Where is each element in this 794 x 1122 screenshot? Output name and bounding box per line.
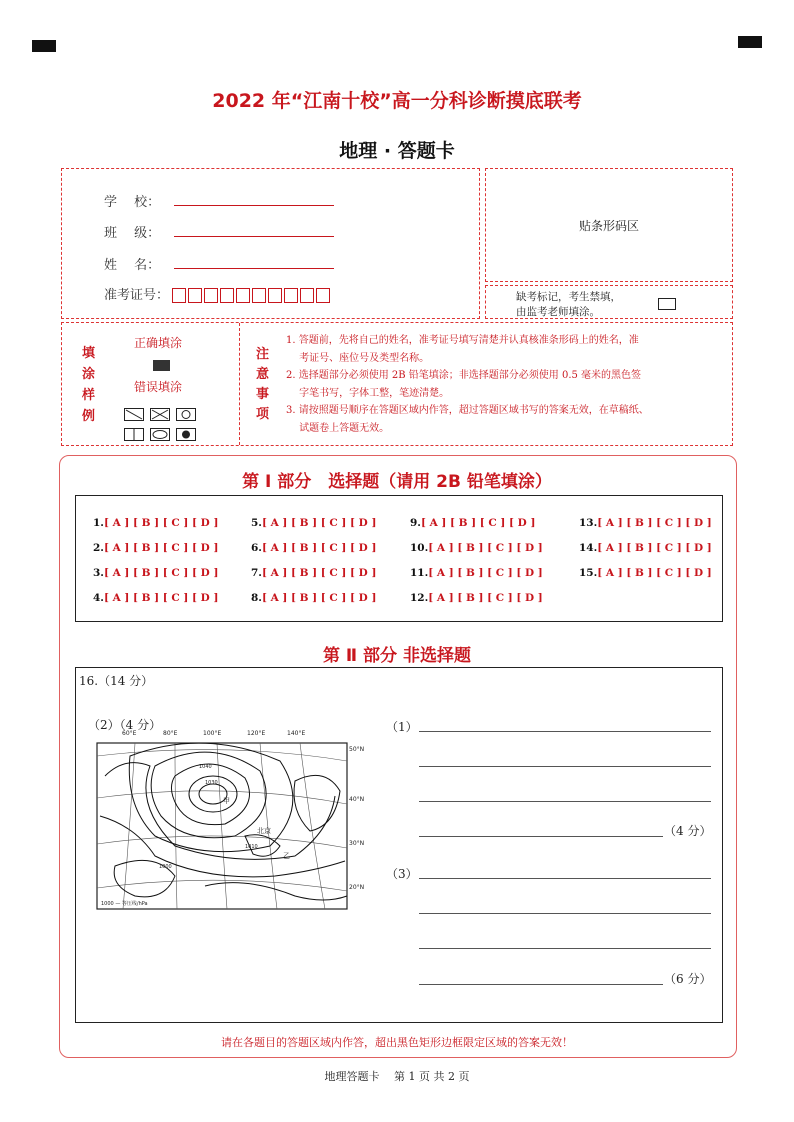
question-number: 11.	[410, 567, 429, 579]
answer-options[interactable]: [ A ] [ B ] [ C ] [ D ]	[261, 517, 377, 529]
sub1-score: （4 分）	[664, 824, 712, 838]
footer-warning: 请在各题目的答题区域内作答，超出黑色矩形边框限定区域的答案无效！	[221, 1036, 573, 1049]
wrong-fill-label: 错误填涂	[134, 380, 183, 394]
part2-title: 第 Ⅱ 部分 非选择题	[323, 646, 471, 666]
choice-question[interactable]	[579, 542, 712, 554]
slash-mark-icon	[124, 408, 144, 421]
answer-options[interactable]: [ A ] [ B ] [ C ] [ D ]	[103, 517, 219, 529]
answer-options[interactable]: [ A ] [ B ] [ C ] [ D ]	[420, 517, 536, 529]
question-number: 7.	[251, 567, 262, 579]
absent-checkbox[interactable]	[658, 298, 676, 310]
choice-question[interactable]	[251, 517, 376, 529]
id-digit-box[interactable]	[188, 288, 202, 303]
id-digit-box[interactable]	[316, 288, 330, 303]
question-number: 2.	[93, 542, 104, 554]
q16-sub3-label: （3）	[386, 867, 418, 881]
answer-options[interactable]: [ A ] [ B ] [ C ] [ D ]	[597, 517, 712, 529]
part1-title: 第 Ⅰ 部分 选择题（请用 2B 铅笔填涂）	[242, 472, 552, 492]
answer-options[interactable]: [ A ] [ B ] [ C ] [ D ]	[597, 567, 712, 579]
isobar-label-1030: 1030	[205, 780, 218, 786]
choice-question[interactable]	[251, 592, 376, 604]
school-input-line[interactable]	[174, 205, 334, 206]
wrong-fill-samples-row2	[124, 424, 202, 443]
place-jia: 甲	[223, 797, 230, 805]
registration-mark-right	[738, 36, 762, 48]
correct-fill-sample	[153, 360, 170, 371]
absent-text-line2: 由监考老师填涂。	[516, 306, 600, 318]
answer-options[interactable]: [ A ] [ B ] [ C ] [ D ]	[261, 542, 377, 554]
wrong-fill-samples-row1	[124, 404, 202, 423]
id-digit-box[interactable]	[172, 288, 186, 303]
school-row	[104, 191, 172, 210]
id-box-group[interactable]	[172, 288, 332, 303]
fill-notice-box	[61, 322, 733, 446]
name-input-line[interactable]	[174, 268, 334, 269]
sub3-answer-line-1[interactable]	[419, 878, 711, 879]
sub3-score: （6 分）	[664, 972, 712, 986]
lat-label-50: 50°N	[349, 746, 365, 753]
oval-mark-icon	[150, 428, 170, 441]
lon-label-120: 120°E	[247, 730, 266, 737]
lon-label-100: 100°E	[203, 730, 222, 737]
map-legend: 1000 — 等压线/hPa	[101, 901, 148, 907]
correct-fill-label: 正确填涂	[134, 336, 183, 350]
sub1-answer-line-1[interactable]	[419, 731, 711, 732]
id-label: 准考证号：	[104, 288, 170, 303]
lon-label-60: 60°E	[122, 730, 137, 737]
question-number: 9.	[410, 517, 421, 529]
answer-options[interactable]: [ A ] [ B ] [ C ] [ D ]	[103, 542, 219, 554]
school-label: 学 校：	[104, 195, 161, 210]
answer-options[interactable]: [ A ] [ B ] [ C ] [ D ]	[103, 592, 219, 604]
choice-question[interactable]	[410, 517, 535, 529]
question-number: 13.	[579, 517, 598, 529]
choice-question[interactable]	[93, 517, 218, 529]
choice-question[interactable]	[410, 542, 543, 554]
exam-title: 2022 年“江南十校”高一分科诊断摸底联考	[212, 90, 582, 112]
class-input-line[interactable]	[174, 236, 334, 237]
student-info-box	[61, 168, 480, 319]
lon-label-140: 140°E	[287, 730, 306, 737]
id-digit-box[interactable]	[268, 288, 282, 303]
barcode-label: 贴条形码区	[578, 219, 639, 233]
isobar-label-1040: 1040	[199, 764, 212, 770]
choice-grid	[75, 495, 723, 622]
absent-text-line1: 缺考标记，考生禁填，	[516, 291, 621, 303]
sub3-answer-line-4[interactable]	[419, 984, 663, 985]
fill-example-heading: 填 涂 样 例	[82, 346, 96, 424]
cross-mark-icon	[150, 408, 170, 421]
dot-mark-icon	[176, 428, 196, 441]
isobar-label-1000: 1000	[159, 864, 172, 870]
choice-question[interactable]	[93, 567, 218, 579]
answer-options[interactable]: [ A ] [ B ] [ C ] [ D ]	[428, 542, 543, 554]
isobar-map-svg	[95, 736, 365, 911]
sub1-answer-line-2[interactable]	[419, 766, 711, 767]
lat-label-20: 20°N	[349, 884, 365, 891]
choice-question[interactable]	[410, 592, 543, 604]
id-digit-box[interactable]	[284, 288, 298, 303]
q16-box	[75, 667, 723, 1023]
sub1-answer-line-4[interactable]	[419, 836, 663, 837]
id-digit-box[interactable]	[236, 288, 250, 303]
answer-options[interactable]: [ A ] [ B ] [ C ] [ D ]	[103, 567, 219, 579]
place-beijing: 北京	[257, 827, 271, 835]
class-label: 班 级：	[104, 226, 161, 241]
choice-question[interactable]	[251, 542, 376, 554]
sub1-answer-line-3[interactable]	[419, 801, 711, 802]
circle-mark-icon	[176, 408, 196, 421]
page-footer: 地理答题卡 第 1 页 共 2 页	[324, 1070, 470, 1083]
q16-label: 16.（14 分）	[79, 674, 154, 688]
q16-sub2-label: （2）（4 分）	[88, 718, 162, 732]
choice-question[interactable]	[579, 567, 712, 579]
question-number: 4.	[93, 592, 104, 604]
id-row	[104, 284, 332, 303]
card-title: 地理 · 答题卡	[339, 140, 455, 162]
answer-options[interactable]: [ A ] [ B ] [ C ] [ D ]	[428, 567, 543, 579]
answer-options[interactable]: [ A ] [ B ] [ C ] [ D ]	[261, 567, 377, 579]
question-number: 6.	[251, 542, 262, 554]
choice-question[interactable]	[410, 567, 543, 579]
choice-question[interactable]	[251, 567, 376, 579]
question-number: 5.	[251, 517, 262, 529]
id-digit-box[interactable]	[204, 288, 218, 303]
q16-sub1-label: （1）	[386, 720, 418, 734]
place-yi: 乙	[283, 852, 290, 860]
question-number: 3.	[93, 567, 104, 579]
question-number: 14.	[579, 542, 598, 554]
sub3-answer-line-3[interactable]	[419, 948, 711, 949]
choice-question[interactable]	[93, 542, 218, 554]
lon-label-80: 80°E	[163, 730, 178, 737]
weather-map	[95, 730, 365, 911]
sub3-answer-line-2[interactable]	[419, 913, 711, 914]
id-digit-box[interactable]	[252, 288, 266, 303]
id-digit-box[interactable]	[300, 288, 314, 303]
answer-options[interactable]: [ A ] [ B ] [ C ] [ D ]	[428, 592, 543, 604]
answer-options[interactable]: [ A ] [ B ] [ C ] [ D ]	[597, 542, 712, 554]
choice-question[interactable]	[93, 592, 218, 604]
answer-options[interactable]: [ A ] [ B ] [ C ] [ D ]	[261, 592, 377, 604]
question-number: 15.	[579, 567, 598, 579]
notice-text: 1. 答题前，先将自己的姓名，准考证号填写清楚并认真核准条形码上的姓名，准 考证号、座位号及类型名称。 2. 选择题部分必须使用 2B 铅笔填涂；非选择题部分必须使用 0.5 毫米的黑色签 字笔书写，字体工整，笔迹清楚。 3. 请按照题号顺序在答题区域内作答，超过答题区域书写的答案无效，在草稿纸、 试题卷上答题无效。	[286, 335, 649, 434]
absent-mark-box	[485, 285, 733, 319]
notice-heading: 注 意 事 项	[256, 347, 270, 422]
half-fill-mark-icon	[124, 428, 144, 441]
name-label: 姓 名：	[104, 258, 161, 273]
question-number: 8.	[251, 592, 262, 604]
question-number: 1.	[93, 517, 104, 529]
fill-example-divider	[239, 323, 240, 445]
isobar-label-1010: 1010	[245, 844, 258, 850]
id-digit-box[interactable]	[220, 288, 234, 303]
choice-question[interactable]	[579, 517, 712, 529]
question-number: 12.	[410, 592, 429, 604]
barcode-area	[485, 168, 733, 282]
class-row	[104, 222, 172, 241]
lat-label-40: 40°N	[349, 796, 365, 803]
question-number: 10.	[410, 542, 429, 554]
registration-mark-left	[32, 40, 56, 52]
name-row	[104, 254, 172, 273]
lat-label-30: 30°N	[349, 840, 365, 847]
